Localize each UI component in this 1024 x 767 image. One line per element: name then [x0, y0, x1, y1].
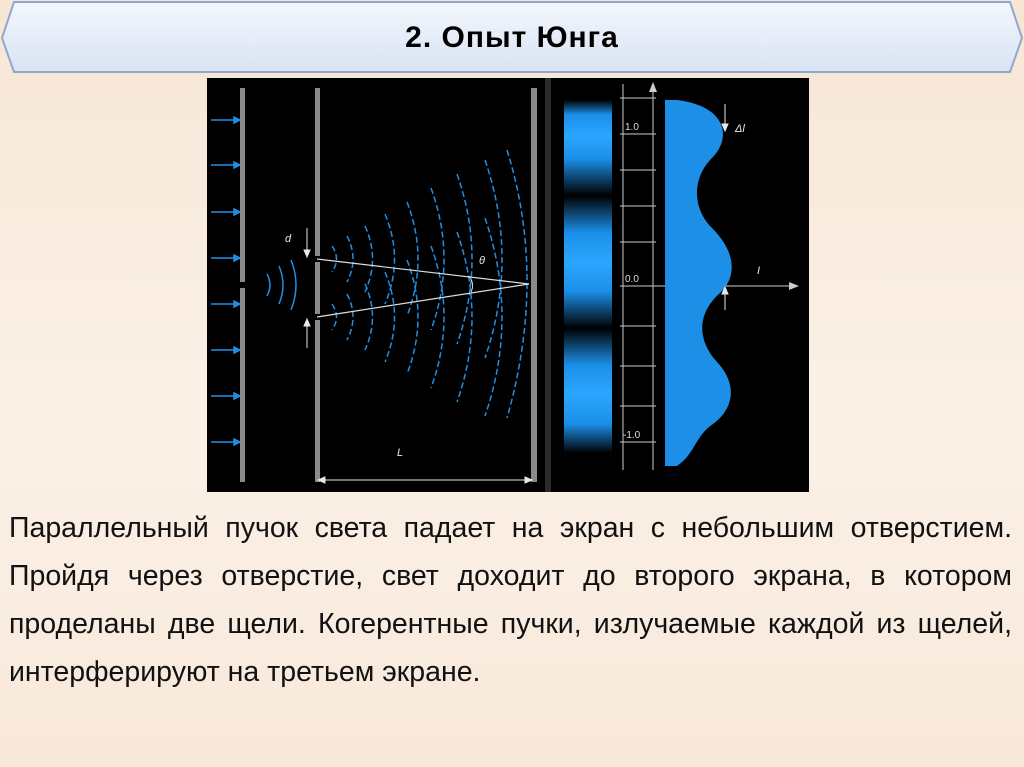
slit-wavefronts [332, 150, 527, 418]
tick-1-0: 1.0 [625, 122, 639, 133]
second-screen [315, 88, 320, 482]
first-screen [240, 88, 245, 482]
page-title: 2. Опыт Юнга [405, 21, 619, 54]
tick-minus-1-0: -1.0 [623, 430, 641, 441]
third-screen [531, 88, 537, 482]
axis-arrow-up [649, 82, 657, 92]
label-theta: θ [479, 255, 485, 267]
intensity-curve [665, 100, 732, 466]
label-I: I [757, 265, 761, 277]
title-banner [0, 0, 1024, 76]
label-delta-l: Δl [735, 123, 745, 135]
screen-distance-marker [318, 477, 532, 483]
label-d: d [285, 233, 292, 245]
pinhole-wavefronts [267, 260, 296, 310]
fringe-pattern [564, 100, 612, 468]
slit-distance-marker [304, 228, 310, 348]
double-slit-figure [207, 78, 809, 492]
incident-light-arrows [211, 117, 240, 445]
label-L: L [397, 447, 404, 459]
tick-0-0: 0.0 [625, 274, 639, 285]
axis-arrow-right [789, 282, 799, 290]
rays [317, 259, 529, 317]
panel-divider [545, 78, 551, 492]
description-paragraph: Параллельный пучок света падает на экран с небольшим отверстием. Пройдя через отверстие, свет доходит до второго экрана, в котором проделаны две щели. Когерентные пучки, излучаемые каждой из щелей, интерферируют на третьем экране. [9, 512, 1012, 688]
